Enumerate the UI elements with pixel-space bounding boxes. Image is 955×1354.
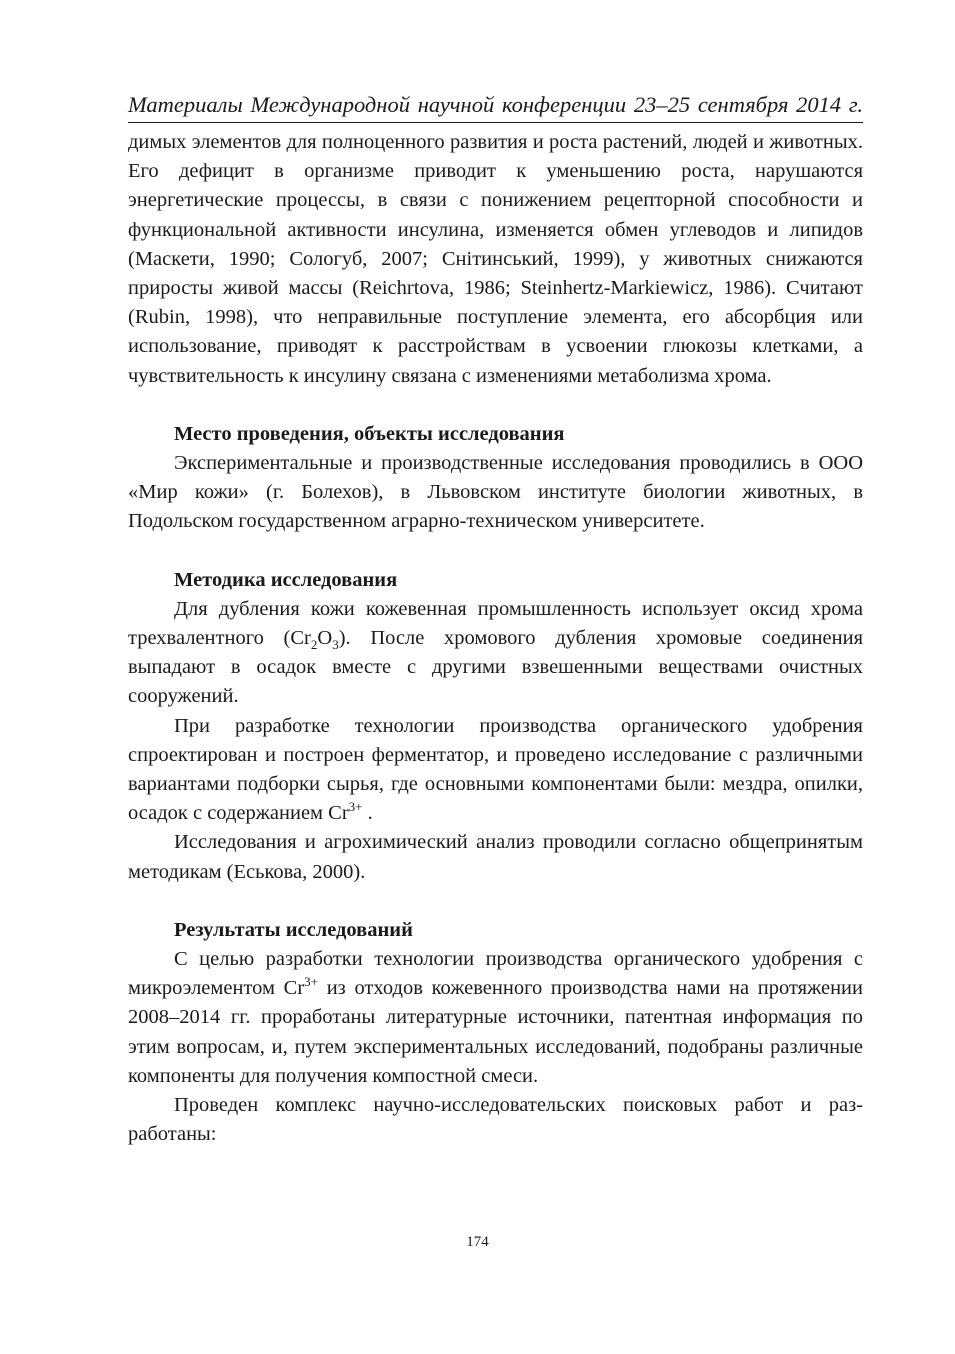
paragraph-methods-3: Исследования и агрохимический анализ проводили согласно общепринятым методикам (Еськова, 2000). — [128, 831, 863, 883]
paragraph-text: из отходов кожевенного производства нами на протяжении 2008–2014 гг. проработаны литературные источники, патентная информация по этим вопросам, и, путем экспериментальных исследований, подобраны различные компоненты для получения компостной смеси. — [128, 977, 863, 1087]
page-number: 174 — [466, 1234, 489, 1250]
paragraph-results-1 — [128, 945, 863, 1091]
body-text — [128, 128, 863, 1150]
section-heading-location: Место проведения, объекты исследования — [174, 422, 565, 445]
paragraph-methods-2 — [128, 712, 863, 829]
section-heading-results: Результаты исследований — [174, 918, 413, 941]
paragraph-text: Для дубления кожи кожевенная промышленность использует оксид хрома трехвалентного ( — [128, 597, 863, 650]
paragraph-location: Экспериментальные и производственные исследования проводились в ООО «Мир кожи» (г. Болехов), в Львовском институте биологии животных, в Подольском государственном аграрно-техническом университете. — [128, 452, 863, 533]
paragraph-methods-1 — [128, 595, 863, 712]
paragraph-results-2: Проведен комплекс научно-исследовательских поисковых работ и разработаны: — [128, 1094, 863, 1146]
paragraph-text: ). После хромового дубления хромовые соединения выпадают в осадок вместе с другими взвешенными веществами очистных сооружений. — [128, 627, 863, 708]
section-heading-methods: Методика исследования — [174, 568, 398, 591]
paragraph-text: При разработке технологии производства органического удобрения спроектирован и построен ферментатор, и проведено исследование с различными вариантами подборки сырья, где основными компонентами были: мездра, опилки, осадок с содержанием — [128, 714, 863, 825]
chemical-ion: $Cr^{3+}$ — [328, 799, 363, 825]
running-header: Материалы Международной научной конференции 23–25 сентября 2014 г. — [128, 92, 863, 117]
header-rule — [128, 122, 863, 123]
chemical-ion: $Cr^{3+}$ — [283, 974, 319, 1000]
paragraph-text: . — [362, 802, 373, 825]
chemical-formula: $Cr_2O_3$ — [290, 627, 339, 653]
paragraph-text: С целью разработки технологии производства органического удобрения с микроэлементом — [128, 948, 863, 1000]
paragraph-continuation: димых элементов для полноценного развития и роста растений, людей и животных. Его дефицит в организме приводит к уменьшению роста, нарушаются энергетические процессы, в связи с понижением рецепторной способности и функциональной активности инсулина, изменяется обмен углеводов и липидов (Маскети, 1990; Сологуб, 2007; Снітинський, 1999), у животных снижаются приросты живой массы (Reichrtova, 1986; Steinhertz-Markiewicz, 1986). Считают (Rubin, 1998), что неправильные поступление элемента, его абсорбция или использование, приводят к расстройствам в усвоении глюкозы клетками, а чувствительность к инсулину связана с изменениями метаболизма хрома. — [128, 131, 863, 387]
